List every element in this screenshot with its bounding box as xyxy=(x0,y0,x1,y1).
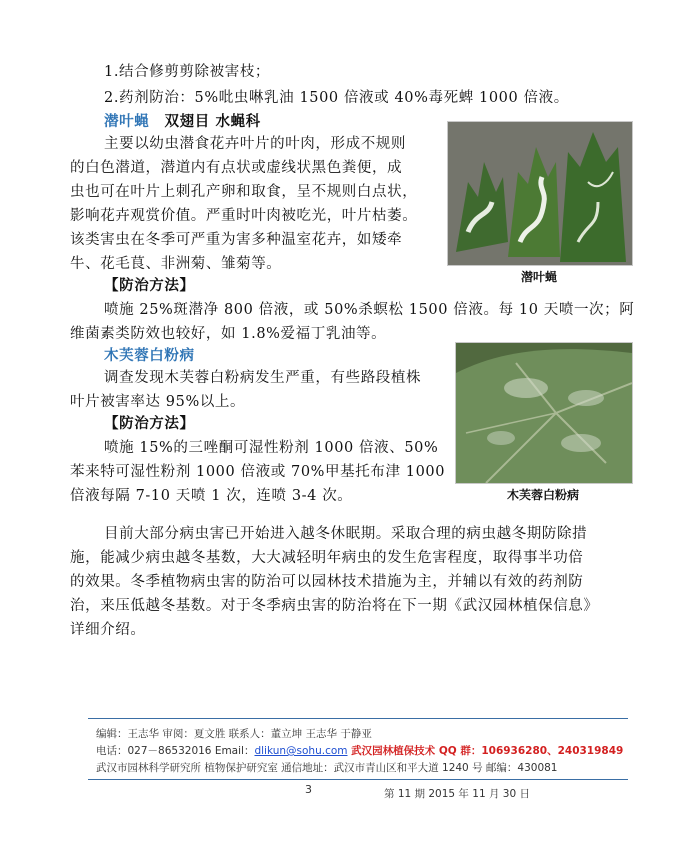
list-item-2: 2.药剂防治：5%吡虫啉乳油 1500 倍液或 40%毒死蜱 1000 倍液。 xyxy=(104,90,569,106)
leafminer-line-2: 的白色潜道，潜道内有点状或虚线状黑色粪便，成 xyxy=(70,160,403,176)
footer-rule-bottom xyxy=(88,779,628,780)
issue-date: 第 11 期 2015 年 11 月 30 日 xyxy=(384,788,531,800)
mildew-line-2: 叶片被害率达 95%以上。 xyxy=(70,394,246,410)
footer-contact xyxy=(96,743,623,758)
leafminer-method-line-2: 维菌素类防效也较好，如 1.8%爱福丁乳油等。 xyxy=(70,326,387,342)
mildew-method-line-1: 喷施 15%的三唑酮可湿性粉剂 1000 倍液、50% xyxy=(104,440,439,456)
mildew-photo xyxy=(455,342,633,484)
leafminer-title: 潜叶蝇 xyxy=(104,114,150,130)
leafminer-line-4: 影响花卉观赏价值。严重时叶肉被吃光，叶片枯萎。 xyxy=(70,208,418,224)
footer-qq-group: 武汉园林植保技术 QQ 群：106936280、240319849 xyxy=(347,745,624,757)
footer-email-link[interactable]: dlikun@sohu.com xyxy=(254,745,348,757)
summary-line-3: 的效果。冬季植物病虫害的防治可以园林技术措施为主，并辅以有效的药剂防 xyxy=(70,574,584,590)
summary-line-5: 详细介绍。 xyxy=(70,622,146,638)
leafminer-line-1: 主要以幼虫潜食花卉叶片的叶肉，形成不规则 xyxy=(104,136,406,152)
footer-address: 武汉市园林科学研究所 植物保护研究室 通信地址：武汉市青山区和平大道 1240 号 邮编：430081 xyxy=(96,762,558,774)
leafminer-line-3: 虫也可在叶片上刺孔产卵和取食，呈不规则白点状， xyxy=(70,184,418,200)
summary-line-1: 目前大部分病虫害已开始进入越冬休眠期。采取合理的病虫越冬期防除措 xyxy=(104,526,588,542)
leafminer-heading xyxy=(104,112,261,132)
leafminer-line-6: 牛、花毛茛、非洲菊、雏菊等。 xyxy=(70,256,282,272)
page-number: 3 xyxy=(305,783,312,796)
footer-editors: 编辑：王志华 审阅：夏文胜 联系人：董立坤 王志华 于静亚 xyxy=(96,728,372,740)
mildew-line-1: 调查发现木芙蓉白粉病发生严重，有些路段植株 xyxy=(104,370,422,386)
leafminer-method-line-1: 喷施 25%斑潜净 800 倍液，或 50%杀螟松 1500 倍液。每 10 天喷一次；阿 xyxy=(104,302,635,318)
leafminer-caption: 潜叶蝇 xyxy=(520,270,557,284)
leafminer-photo xyxy=(447,121,633,266)
mildew-method-line-3: 倍液每隔 7-10 天喷 1 次，连喷 3-4 次。 xyxy=(70,488,353,504)
leaf-photo-illustration xyxy=(448,122,632,265)
list-item-1: 1.结合修剪剪除被害枝； xyxy=(104,64,271,80)
leafminer-line-5: 该类害虫在冬季可严重为害多种温室花卉，如矮牵 xyxy=(70,232,403,248)
leafminer-taxonomy: 双翅目 水蝇科 xyxy=(164,114,261,130)
mildew-title: 木芙蓉白粉病 xyxy=(104,348,195,364)
footer-phone: 电话：027－86532016 Email： xyxy=(96,745,255,757)
mildew-caption: 木芙蓉白粉病 xyxy=(506,488,579,502)
summary-line-4: 治，来压低越冬基数。对于冬季病虫害的防治将在下一期《武汉园林植保信息》 xyxy=(70,598,599,614)
footer-rule-top xyxy=(88,718,628,719)
mildew-method-heading: 【防治方法】 xyxy=(104,416,195,432)
mildew-photo-illustration xyxy=(456,343,632,483)
mildew-method-line-2: 苯来特可湿性粉剂 1000 倍液或 70%甲基托布津 1000 xyxy=(70,464,446,480)
leafminer-method-heading: 【防治方法】 xyxy=(104,278,195,294)
summary-line-2: 施，能减少病虫越冬基数，大大减轻明年病虫的发生危害程度，取得事半功倍 xyxy=(70,550,584,566)
